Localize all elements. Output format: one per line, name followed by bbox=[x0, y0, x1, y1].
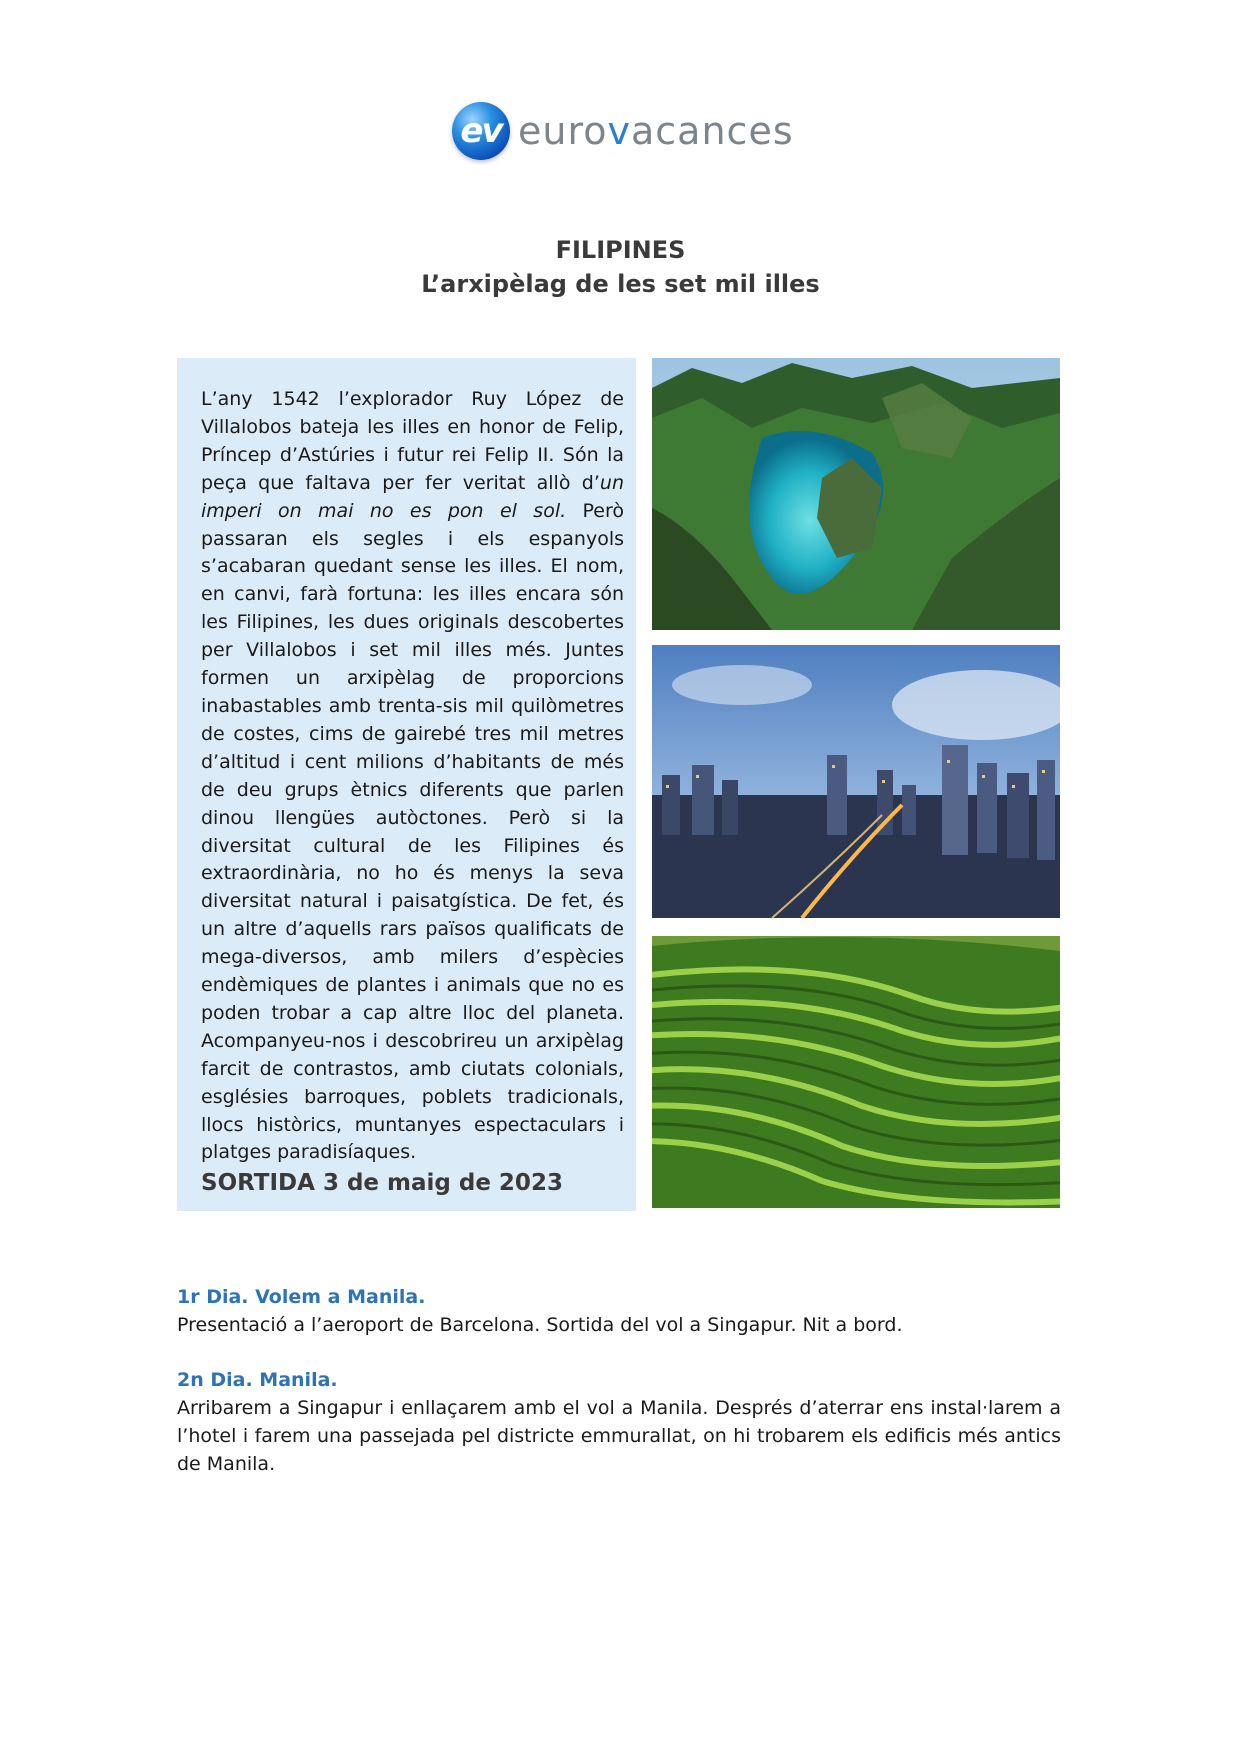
logo-word-c: acances bbox=[631, 109, 794, 153]
logo-wordmark bbox=[518, 109, 794, 153]
day-1-heading: 1r Dia. Volem a Manila. bbox=[177, 1286, 426, 1308]
eurovacances-logo bbox=[452, 98, 802, 164]
intro-text-part2: Però passaran els segles i els espanyols s’acabaran quedant sense les illes. El nom, en canvi, farà fortuna: les illes encara són les Filipines, les dues originals descobertes per Villalobos i set mil illes més. Juntes formen un arxipèlag de proporcions inabastables amb trenta-sis mil quilòmetres de costes, cims de gairebé tres mil metres d’altitud i cent milions d’habitants de més de deu grups ètnics diferents que parlen dinou llengües autòctones. Però si la diversitat cultural de les Filipines és extraordinària, no ho és menys la seva diversitat natural i paisatgística. De fet, és un altre d’aquells rars països qualificats de mega-diversos, amb milers d’espècies endèmiques de plantes i animals que no es poden trobar a cap altre lloc del planeta. Acompanyeu-nos i descobrireu un arxipèlag farcit de contrastos, amb ciutats colonials, esglésies barroques, poblets tradicionals, llocs històrics, muntanyes espectaculars i platges paradisíaques. bbox=[201, 499, 625, 1164]
page-title: FILIPINES bbox=[555, 236, 686, 264]
intro-text-part1: L’any 1542 l’explorador Ruy López de Villalobos bateja les illes en honor de Felip, Príncep d’Astúries i futur rei Felip II. Són la peça que faltava per fer veritat allò d’ bbox=[201, 388, 624, 494]
page-subtitle: L’arxipèlag de les set mil illes bbox=[421, 270, 820, 298]
rice-terraces-photo bbox=[652, 936, 1060, 1208]
day-2-text: Arribarem a Singapur i enllaçarem amb el vol a Manila. Després d’aterrar ens instal·larem a l’hotel i farem una passejada pel districte emmurallat, on hi trobarem els edificis més antics de Manila. bbox=[177, 1397, 1061, 1475]
day-1-text: Presentació a l’aeroport de Barcelona. Sortida del vol a Singapur. Nit a bord. bbox=[177, 1314, 903, 1336]
intro-text-italic: un imperi on mai no es pon el sol. bbox=[201, 471, 624, 522]
logo-word-a: euro bbox=[518, 109, 608, 153]
day-2-heading: 2n Dia. Manila. bbox=[177, 1369, 338, 1391]
intro-paragraph bbox=[201, 386, 624, 1167]
departure-date: SORTIDA 3 de maig de 2023 bbox=[201, 1170, 563, 1196]
logo-word-b: v bbox=[607, 109, 631, 153]
city-skyline-photo bbox=[652, 645, 1060, 918]
lagoon-photo bbox=[652, 358, 1060, 630]
intro-box bbox=[177, 358, 636, 1211]
logo-badge: ev bbox=[452, 102, 510, 160]
